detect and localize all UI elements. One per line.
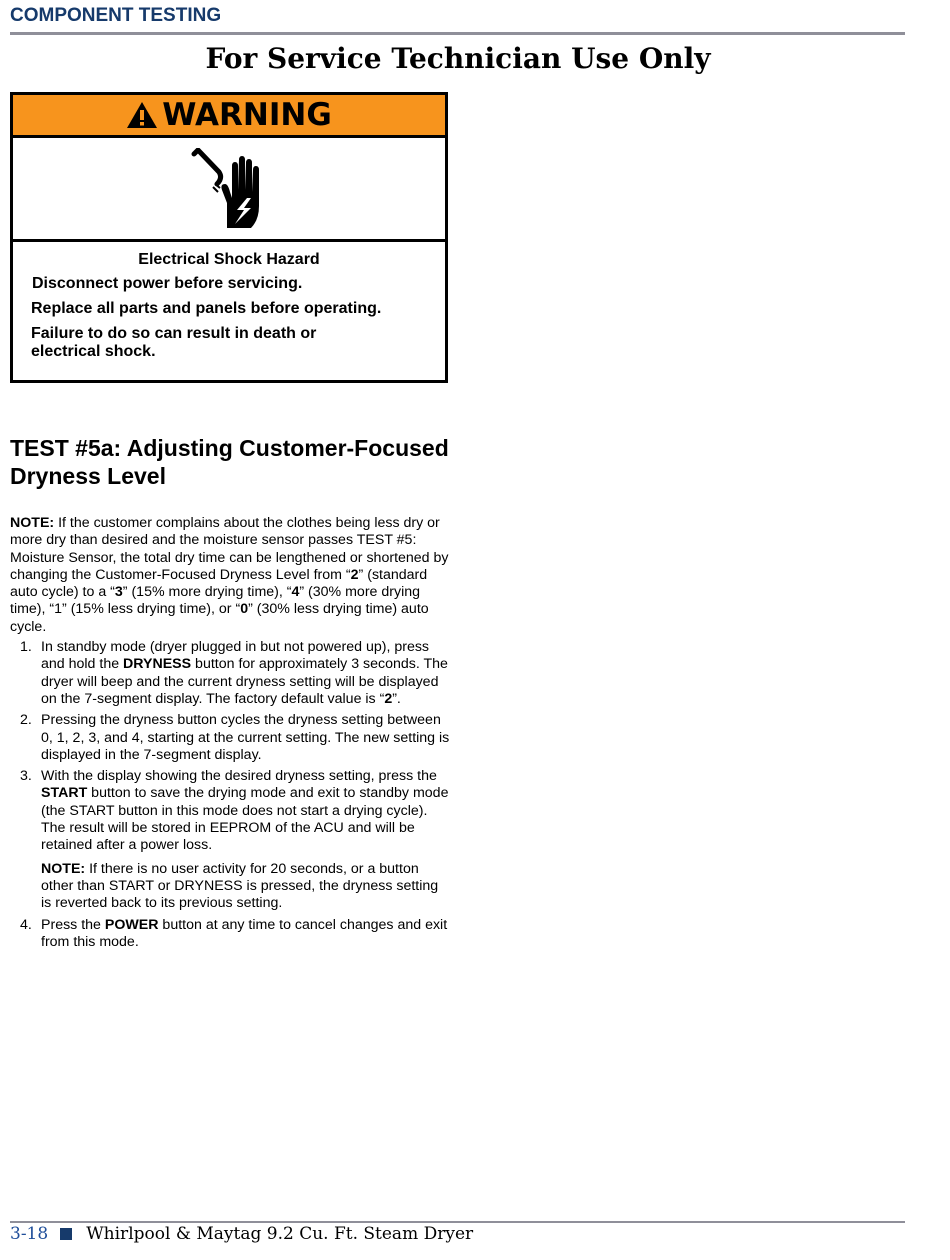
- list-item: 2. Pressing the dryness button cycles the dryness setting between 0, 1, 2, 3, and 4, starting at the current setting. The new setting is displayed in the 7-segment display.: [20, 712, 450, 763]
- warning-heading: Electrical Shock Hazard: [138, 251, 320, 268]
- page-footer: [10, 1224, 473, 1244]
- header-divider: [10, 32, 905, 35]
- warning-line: Disconnect power before servicing.: [32, 275, 303, 292]
- note-label: NOTE:: [10, 515, 55, 531]
- test-body: [10, 515, 450, 955]
- warning-line: Replace all parts and panels before operating.: [31, 300, 382, 317]
- intro-note: NOTE: If the customer complains about the clothes being less dry or more dry than desired and the moisture sensor passes TEST #5: Moisture Sensor, the total dry time can be lengthened or shortened by changing the Customer-Focused Dryness Level from “2” (standard auto cycle) to a “3” (15% more drying time), “4” (30% more drying time), “1” (15% less drying time), or “0” (30% less drying time) auto cycle.: [10, 515, 449, 635]
- warning-text: [13, 242, 445, 361]
- footer-divider: [10, 1221, 905, 1223]
- section-header: COMPONENT TESTING: [10, 5, 222, 26]
- hazard-symbol-area: [13, 138, 445, 242]
- steps-list: [10, 639, 450, 951]
- list-item: 1. In standby mode (dryer plugged in but not powered up), press and hold the DRYNESS button for approximately 3 seconds. The dryer will beep and the current dryness setting will be displayed on the 7-segment display. The factory default value is “2”.: [20, 639, 448, 707]
- list-item: 4. Press the POWER button at any time to cancel changes and exit from this mode.: [20, 916, 448, 950]
- manual-title: Whirlpool & Maytag 9.2 Cu. Ft. Steam Dryer: [86, 1224, 474, 1244]
- square-bullet-icon: [60, 1228, 72, 1240]
- warning-line: electrical shock.: [31, 343, 156, 360]
- warning-banner: [13, 95, 445, 138]
- warning-label: [10, 92, 448, 383]
- page-number: 3-18: [10, 1224, 49, 1244]
- warning-line: Failure to do so can result in death or: [31, 325, 317, 342]
- alert-triangle-icon: [126, 101, 158, 129]
- warning-title: WARNING: [162, 97, 332, 133]
- electrical-shock-hazard-icon: [189, 148, 269, 230]
- page-title: For Service Technician Use Only: [205, 42, 711, 75]
- list-item: 3. With the display showing the desired dryness setting, press the START button to save the drying mode and exit to standby mode (the START button in this mode does not start a drying cycle). The result will be stored in EEPROM of the ACU and will be retained after a power loss. NOTE: If there is no user activity for 20 seconds, or a button other than START or DRYNESS is pressed, the dryness setting is reverted back to its previous setting.: [20, 768, 449, 912]
- test-heading-line: Dryness Level: [10, 463, 166, 489]
- test-heading: [10, 434, 460, 490]
- step-note: NOTE: If there is no user activity for 20 seconds, or a button other than START or DRYNESS is pressed, the dryness setting is reverted back to its previous setting.: [41, 860, 439, 912]
- test-heading-line: TEST #5a: Adjusting Customer-Focused: [10, 435, 449, 461]
